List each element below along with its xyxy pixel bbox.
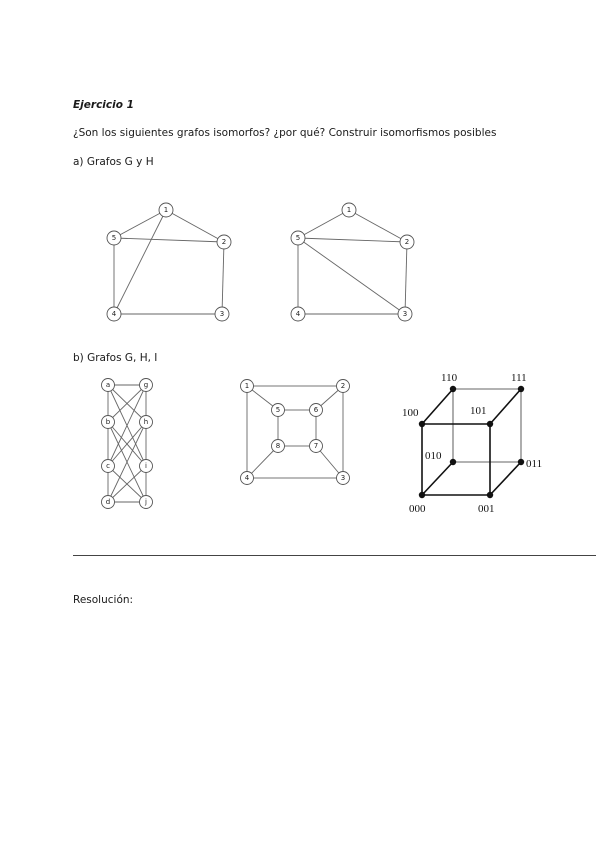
hypercube-label-101: 101 <box>470 405 487 417</box>
graph-g-edge <box>222 242 224 314</box>
svg-text:4: 4 <box>244 474 250 482</box>
svg-text:3: 3 <box>402 310 408 318</box>
svg-text:5: 5 <box>295 234 301 242</box>
hypercube-label-000: 000 <box>409 503 426 515</box>
graph-h-edge <box>349 210 407 242</box>
cube-node-8 <box>272 440 285 453</box>
bipartite-node-c <box>102 460 115 473</box>
hypercube-vertex-100 <box>419 421 425 427</box>
part-a-label: a) Grafos G y H <box>73 156 154 168</box>
part-b-label: b) Grafos G, H, I <box>73 352 158 364</box>
question-text: ¿Son los siguientes grafos isomorfos? ¿por qué? Construir isomorfismos posibles <box>73 127 497 139</box>
hypercube-label-010: 010 <box>425 450 442 462</box>
hypercube-vertex-001 <box>487 492 493 498</box>
svg-text:2: 2 <box>340 382 346 390</box>
cube-node-7 <box>310 440 323 453</box>
svg-text:d: d <box>105 498 111 506</box>
graph-g-edge <box>166 210 224 242</box>
graph-g-node-4 <box>107 307 121 321</box>
svg-text:4: 4 <box>111 310 117 318</box>
cube-node-1 <box>241 380 254 393</box>
graph-g-edge <box>114 210 166 238</box>
svg-text:a: a <box>105 381 111 389</box>
svg-text:3: 3 <box>340 474 346 482</box>
bipartite-node-h <box>140 416 153 429</box>
graph-g-node-5 <box>107 231 121 245</box>
svg-text:4: 4 <box>295 310 301 318</box>
graph-h-edge <box>405 242 407 314</box>
hypercube-label-100: 100 <box>402 407 419 419</box>
graph-h-edge <box>298 238 407 242</box>
graph-h-node-3 <box>398 307 412 321</box>
graph-g-edge <box>114 238 224 242</box>
svg-text:g: g <box>143 381 149 389</box>
hypercube-vertex-110 <box>450 386 456 392</box>
hypercube-label-011: 011 <box>526 458 543 470</box>
cube-node-6 <box>310 404 323 417</box>
svg-text:c: c <box>106 462 110 470</box>
graph-h-edge <box>298 238 405 314</box>
exercise-title: Ejercicio 1 <box>73 99 134 111</box>
bipartite-node-a <box>102 379 115 392</box>
graph-h-node-2 <box>400 235 414 249</box>
hypercube-label-001: 001 <box>478 503 495 515</box>
hypercube-vertex-011 <box>518 459 524 465</box>
svg-text:2: 2 <box>404 238 410 246</box>
graph-h-node-5 <box>291 231 305 245</box>
bipartite-node-b <box>102 416 115 429</box>
bipartite-node-g <box>140 379 153 392</box>
graph-h <box>291 203 414 321</box>
graph-g-edge <box>111 210 166 314</box>
resolution-label: Resolución: <box>73 594 134 606</box>
hypercube-label-111: 111 <box>511 372 527 384</box>
cube-node-5 <box>272 404 285 417</box>
svg-text:j: j <box>145 498 147 506</box>
hypercube-label-110: 110 <box>441 372 458 384</box>
graph-h-node-1 <box>342 203 356 217</box>
svg-text:5: 5 <box>111 234 117 242</box>
hypercube-vertex-101 <box>487 421 493 427</box>
svg-text:3: 3 <box>219 310 225 318</box>
hypercube-vertex-010 <box>450 459 456 465</box>
svg-text:h: h <box>143 418 149 426</box>
cube-node-2 <box>337 380 350 393</box>
graph-g <box>107 203 231 321</box>
graph-g-node-3 <box>215 307 229 321</box>
svg-text:2: 2 <box>221 238 227 246</box>
svg-text:1: 1 <box>346 206 352 214</box>
svg-text:8: 8 <box>275 442 281 450</box>
svg-text:5: 5 <box>275 406 281 414</box>
graph-g-node-2 <box>217 235 231 249</box>
svg-text:1: 1 <box>244 382 250 390</box>
graph-h-node-4 <box>291 307 305 321</box>
svg-text:b: b <box>105 418 111 426</box>
bipartite-node-j <box>140 496 153 509</box>
graph-b-cube <box>241 380 350 485</box>
graph-h-edge <box>298 210 349 238</box>
svg-text:6: 6 <box>313 406 319 414</box>
hypercube-vertex-000 <box>419 492 425 498</box>
svg-text:i: i <box>145 462 147 470</box>
cube-node-4 <box>241 472 254 485</box>
graph-g-node-1 <box>159 203 173 217</box>
hypercube-vertex-111 <box>518 386 524 392</box>
cube-node-3 <box>337 472 350 485</box>
graph-b-bipartite <box>102 379 153 509</box>
bipartite-node-i <box>140 460 153 473</box>
svg-text:7: 7 <box>313 442 319 450</box>
graph-b-hypercube <box>402 372 542 515</box>
bipartite-node-d <box>102 496 115 509</box>
svg-text:1: 1 <box>163 206 169 214</box>
